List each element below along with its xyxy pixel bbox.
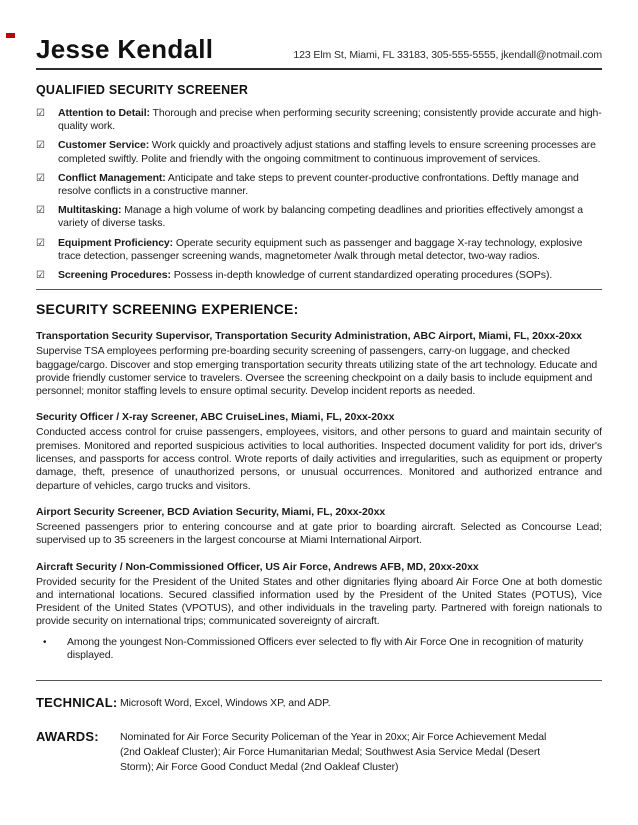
qualification-text: Anticipate and take steps to prevent counter-productive confrontations. Deftly manage and resolve conflicts in a constructive manner. (58, 171, 579, 198)
qualification-item (36, 204, 602, 230)
qualification-label: Equipment Proficiency: (58, 236, 174, 249)
person-name: Jesse Kendall (36, 34, 214, 64)
job-description: Conducted access control for cruise passengers, employees, visitors, and other persons to guard and maintain security of premises. Monitored and reported suspicious activities to local authorities. Inspected document validity for port ids, driver's licenses, and passports for access control. Wrote reports of daily activities and irregularities, such as equipment or property damage, theft, presence of unauthorized persons, or unusual occurrences. Monitored and authorized entrance and departure of vehicles, cargo trucks and visitors. (36, 426, 602, 492)
job-list (36, 330, 602, 662)
qualifications-list (36, 107, 602, 282)
qualification-item (36, 269, 602, 282)
details-label: TECHNICAL: (36, 695, 118, 711)
job-entry (36, 561, 602, 663)
experience-heading: SECURITY SCREENING EXPERIENCE: (36, 301, 299, 318)
job-description: Supervise TSA employees performing pre-boarding security screening of passengers, carry-on luggage, and checked baggage/cargo. Discover and stop emerging transportation security threats utilizing state of the art technology. Educate and provide friendly customer service to travelers. Oversee the screening checkpoint on a daily basis to include equipment and personnel; monitor staffing levels to ensure optimal security. Develop incident reports as needed. (36, 345, 598, 398)
checked-checkbox-icon: ☑ (36, 205, 45, 217)
qualification-item (36, 172, 602, 198)
qualification-text: Thorough and precise when performing security screening; consistently provide accurate and high-quality work. (58, 107, 602, 133)
qualification-text: Possess in-depth knowledge of current standardized operating procedures (SOPs). (173, 269, 553, 282)
red-corner-mark (6, 33, 15, 38)
qualification-text-block (58, 204, 602, 230)
job-description: Screened passengers prior to entering concourse and at gate prior to boarding aircraft. Selected as Concourse Lead; supervised up to 35 screeners in the largest concourse at Miami International Airport. (36, 520, 602, 547)
header-rule (36, 68, 602, 70)
qualification-item (36, 107, 602, 133)
details-text: Nominated for Air Force Security Policeman of the Year in 20xx; Air Force Achievement Medal (2nd Oakleaf Cluster); Air Force Humanitarian Medal; Southwest Asia Service Medal (Desert Storm); Air Force Good Conduct Medal (2nd Oakleaf Cluster) (120, 731, 547, 774)
details-label: AWARDS: (36, 729, 99, 745)
experience-section (36, 301, 602, 662)
job-entry (36, 330, 602, 398)
job-entry (36, 506, 602, 548)
contact-info: 123 Elm St, Miami, FL 33183, 305-555-5555, jkendall@notmail.com (293, 49, 602, 61)
job-title: Security Officer / X-ray Screener, ABC CruiseLines, Miami, FL, 20xx-20xx (36, 411, 395, 424)
details-row (36, 695, 602, 711)
job-bullet-item (36, 636, 602, 663)
qualification-label: Customer Service: (58, 139, 150, 152)
checked-checkbox-icon: ☑ (36, 172, 45, 184)
header (36, 36, 602, 62)
checked-checkbox-icon: ☑ (36, 108, 45, 119)
checked-checkbox-icon: ☑ (36, 237, 45, 249)
job-description: Provided security for the President of the United States and other dignitaries flying aboard Air Force One at both domestic and international locations. Secured classified information used by the President of the United States (POTUS), Vice President of the United States (VPOTUS), and other individuals in the traveling party. Partnered with foreign nationals to provide security on international trips; communicated sovereignty of aircraft. (36, 575, 602, 628)
qualification-text-block (58, 172, 602, 198)
qualification-label: Attention to Detail: (58, 107, 150, 119)
qualification-label: Multitasking: (58, 204, 122, 217)
checked-checkbox-icon: ☑ (36, 140, 45, 152)
details-section (36, 695, 602, 775)
section-divider-rule (36, 289, 602, 290)
job-title: Airport Security Screener, BCD Aviation Security, Miami, FL, 20xx-20xx (36, 505, 386, 518)
qualifications-section (36, 83, 602, 282)
section-divider-rule (36, 680, 602, 681)
job-title: Transportation Security Supervisor, Transportation Security Administration, ABC Airport, Miami, FL, 20xx-20xx (36, 330, 582, 343)
qualification-label: Screening Procedures: (58, 269, 171, 282)
bullet-icon: • (43, 636, 47, 648)
qualifications-heading: QUALIFIED SECURITY SCREENER (36, 83, 249, 97)
qualification-text-block (58, 237, 602, 263)
qualification-text: Manage a high volume of work by balancing competing deadlines and priorities effectively amongst a variety of diverse tasks. (58, 204, 583, 230)
qualification-text: Operate security equipment such as passenger and baggage X-ray technology, explosive trace detection, passenger screening wands, magnetometer /walk through metal detector, two-way radios. (58, 236, 583, 262)
qualification-text-block (58, 139, 602, 165)
qualification-text-block (58, 269, 602, 282)
qualification-label: Conflict Management: (58, 171, 166, 184)
qualification-item (36, 237, 602, 263)
details-text: Microsoft Word, Excel, Windows XP, and ADP. (120, 697, 331, 710)
details-row (36, 729, 602, 775)
qualification-text: Work quickly and proactively adjust stations and staffing levels to ensure screening processes are completed swiftly. Polite and friendly with the ongoing commitment to continuous improvement of services. (58, 139, 596, 165)
job-bullet-list (36, 636, 602, 663)
job-entry (36, 411, 602, 492)
checked-checkbox-icon: ☑ (36, 270, 45, 282)
job-bullet-text: Among the youngest Non-Commissioned Officers ever selected to fly with Air Force One in recognition of maturity displayed. (67, 635, 584, 661)
job-title: Aircraft Security / Non-Commissioned Officer, US Air Force, Andrews AFB, MD, 20xx-20xx (36, 560, 479, 573)
qualification-text-block (58, 107, 602, 133)
qualification-item (36, 139, 602, 165)
